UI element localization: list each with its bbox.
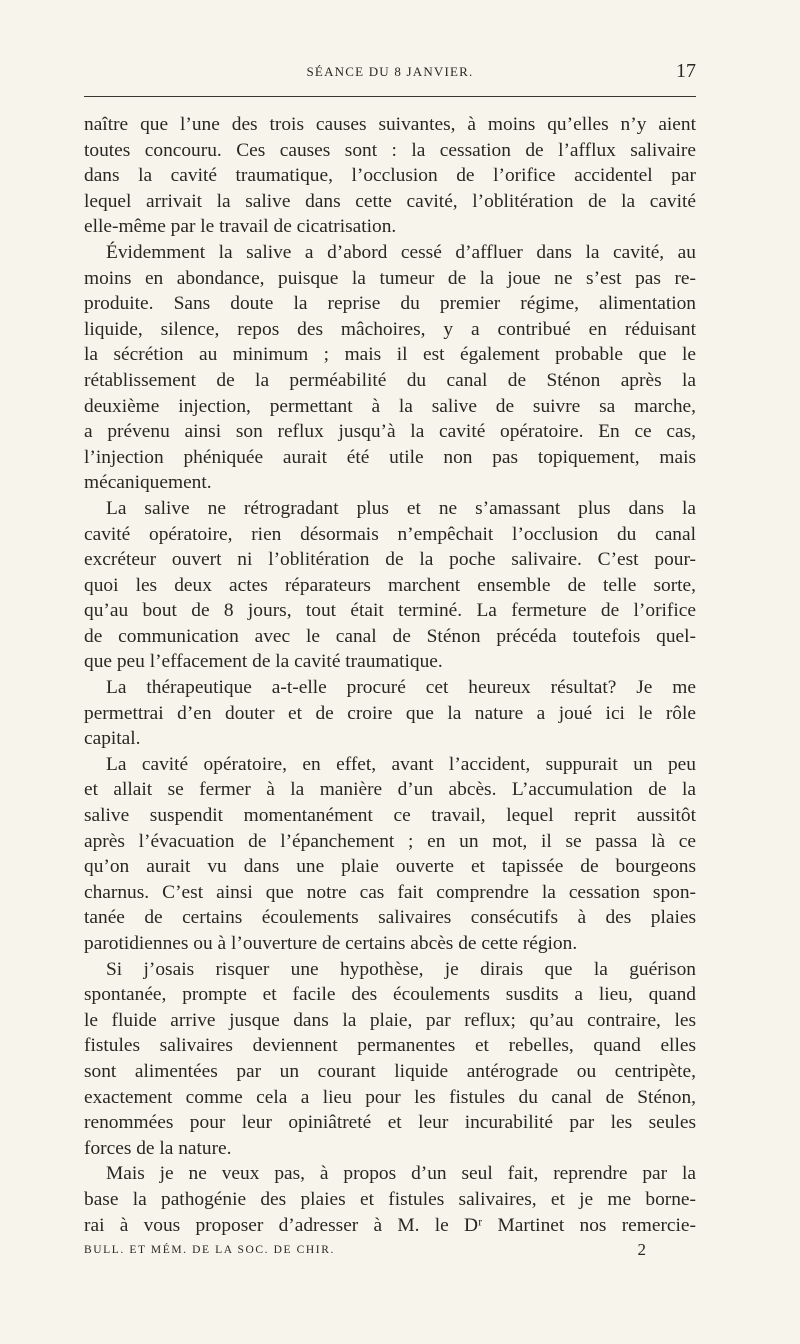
text-line: tanée de certains écoulements salivaires consécutifs à des plaies: [84, 907, 696, 929]
text-line: parotidiennes ou à l’ouverture de certains abcès de cette région.: [84, 933, 578, 954]
header-rule: [84, 96, 696, 97]
paragraph: [84, 957, 696, 1162]
text-line: l’injection phéniquée aurait été utile non pas topiquement, mais: [84, 446, 696, 468]
footer-sheet-number: 2: [637, 1240, 646, 1259]
running-title: SÉANCE DU 8 JANVIER.: [306, 64, 474, 79]
text-line: renommées pour leur opiniâtreté et leur incurabilité par les seules: [84, 1112, 696, 1134]
paragraph: [84, 240, 696, 496]
text-line: La salive ne rétrogradant plus et ne s’amassant plus dans la: [106, 497, 696, 519]
text-line: elle-même par le travail de cicatrisation.: [84, 216, 397, 238]
text-line: mécaniquement.: [84, 472, 212, 494]
text-line: quoi les deux actes réparateurs marchent ensemble de telle sorte,: [84, 574, 696, 596]
text-line: forces de la nature.: [84, 1137, 232, 1159]
text-line: deuxième injection, permettant à la salive de suivre sa marche,: [84, 395, 696, 417]
text-line: après l’évacuation de l’épanchement ; en un mot, il se passa là ce: [84, 830, 696, 852]
text-line: spontanée, prompte et facile des écoulements susdits a lieu, quand: [84, 984, 696, 1006]
text-line: La thérapeutique a-t-elle procuré cet heureux résultat? Je me: [106, 677, 696, 699]
text-line: Mais je ne veux pas, à propos d’un seul fait, reprendre par la: [106, 1163, 696, 1185]
text-line: de communication avec le canal de Sténon précéda toutefois quel-: [84, 625, 696, 647]
text-line: permettrai d’en douter et de croire que la nature a joué ici le rôle: [84, 702, 696, 724]
text-line: qu’on aurait vu dans une plaie ouverte et tapissée de bourgeons: [84, 856, 696, 878]
text-line: qu’au bout de 8 jours, tout était terminé. La fermeture de l’orifice: [84, 600, 696, 622]
text-line: capital.: [84, 728, 141, 750]
text-line: exactement comme cela a lieu pour les fistules du canal de Sténon,: [84, 1086, 696, 1108]
paragraph: [84, 112, 696, 240]
text-line: dans la cavité traumatique, l’occlusion de l’orifice accidentel par: [84, 165, 696, 187]
text-line: produite. Sans doute la reprise du premier régime, alimentation: [84, 293, 696, 315]
paragraph: [84, 1161, 696, 1238]
paragraph: [84, 752, 696, 957]
text-line: naître que l’une des trois causes suivantes, à moins qu’elles n’y aient: [84, 114, 696, 135]
text-line: cavité opératoire, rien désormais n’empêchait l’occlusion du canal: [84, 523, 696, 545]
text-line: excréteur ouvert ni l’oblitération de la poche salivaire. C’est pour-: [84, 549, 696, 571]
text-line: fistules salivaires deviennent permanentes et rebelles, quand elles: [84, 1035, 696, 1057]
text-line: que peu l’effacement de la cavité traumatique.: [84, 651, 443, 673]
footer-signature: BULL. ET MÉM. DE LA SOC. DE CHIR.: [84, 1244, 335, 1256]
text-line: le fluide arrive jusque dans la plaie, par reflux; qu’au contraire, les: [84, 1009, 696, 1031]
document-page: [84, 0, 696, 1344]
body-text: [84, 112, 696, 1238]
text-line: lequel arrivait la salive dans cette cavité, l’oblitération de la cavité: [84, 190, 696, 212]
text-line: toutes concouru. Ces causes sont : la cessation de l’afflux salivaire: [84, 139, 696, 161]
text-line: Évidemment la salive a d’abord cessé d’affluer dans la cavité, au: [106, 241, 696, 263]
text-line: liquide, silence, repos des mâchoires, y a contribué en réduisant: [84, 318, 696, 340]
text-line: La cavité opératoire, en effet, avant l’accident, suppurait un peu: [106, 753, 696, 775]
running-head: [84, 60, 696, 86]
paragraph: [84, 675, 696, 752]
text-line: salive suspendit momentanément ce travail, lequel reprit aussitôt: [84, 805, 696, 827]
text-line: rai à vous proposer d’adresser à M. le Dʳ Martinet nos remercie-: [84, 1214, 696, 1236]
text-line: et allait se fermer à la manière d’un abcès. L’accumulation de la: [84, 779, 696, 801]
text-line: rétablissement de la perméabilité du canal de Sténon après la: [84, 369, 696, 391]
text-line: base la pathogénie des plaies et fistules salivaires, et je me borne-: [84, 1188, 696, 1210]
text-line: la sécrétion au minimum ; mais il est également probable que le: [84, 344, 696, 366]
text-line: sont alimentées par un courant liquide antérograde ou centripète,: [84, 1060, 696, 1082]
footer: [84, 1240, 696, 1264]
text-line: Si j’osais risquer une hypothèse, je dirais que la guérison: [106, 958, 696, 980]
text-line: moins en abondance, puisque la tumeur de la joue ne s’est pas re-: [84, 267, 696, 289]
paragraph: [84, 496, 696, 675]
page-number: 17: [676, 60, 696, 82]
text-line: charnus. C’est ainsi que notre cas fait comprendre la cessation spon-: [84, 881, 696, 903]
text-line: a prévenu ainsi son reflux jusqu’à la cavité opératoire. En ce cas,: [84, 421, 696, 443]
